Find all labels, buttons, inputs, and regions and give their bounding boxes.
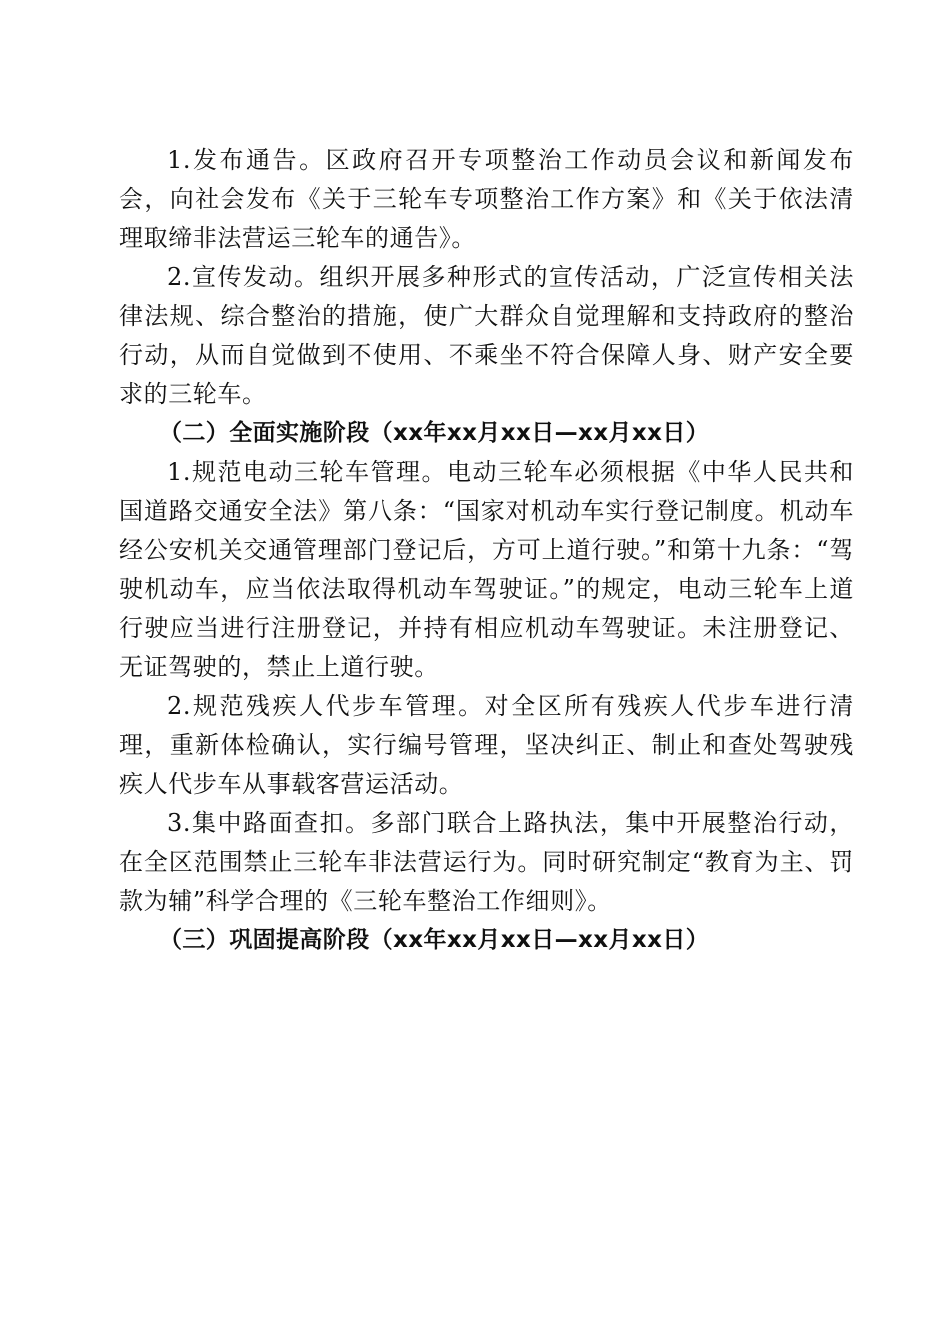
paragraph-electric-tricycle: 1.规范电动三轮车管理。电动三轮车必须根据《中华人民共和国道路交通安全法》第八条：“国家对机动车实行登记制度。机动车经公安机关交通管理部门登记后，方可上道行驶。”和第十九条：“驾驶机动车，应当依法取得机动车驾驶证。”的规定，电动三轮车上道行驶应当进行注册登记，并持有相应机动车驾驶证。未注册登记、无证驾驶的，禁止上道行驶。 (119, 458, 854, 681)
document-body (119, 141, 854, 960)
section-heading-implementation: （二）全面实施阶段（xx年xx月xx日—xx月xx日） (159, 420, 710, 446)
paragraph-road-enforcement: 3.集中路面查扣。多部门联合上路执法，集中开展整治行动，在全区范围禁止三轮车非法营运行为。同时研究制定“教育为主、罚款为辅”科学合理的《三轮车整治工作细则》。 (119, 809, 854, 915)
paragraph-publish-notice: 1.发布通告。区政府召开专项整治工作动员会议和新闻发布会，向社会发布《关于三轮车专项整治工作方案》和《关于依法清理取缔非法营运三轮车的通告》。 (119, 146, 854, 252)
section-heading-consolidation: （三）巩固提高阶段（xx年xx月xx日—xx月xx日） (159, 927, 710, 953)
paragraph-disabled-vehicle: 2.规范残疾人代步车管理。对全区所有残疾人代步车进行清理，重新体检确认，实行编号管理，坚决纠正、制止和查处驾驶残疾人代步车从事载客营运活动。 (119, 692, 854, 798)
paragraph-publicity: 2.宣传发动。组织开展多种形式的宣传活动，广泛宣传相关法律法规、综合整治的措施，使广大群众自觉理解和支持政府的整治行动，从而自觉做到不使用、不乘坐不符合保障人身、财产安全要求的三轮车。 (119, 263, 854, 408)
